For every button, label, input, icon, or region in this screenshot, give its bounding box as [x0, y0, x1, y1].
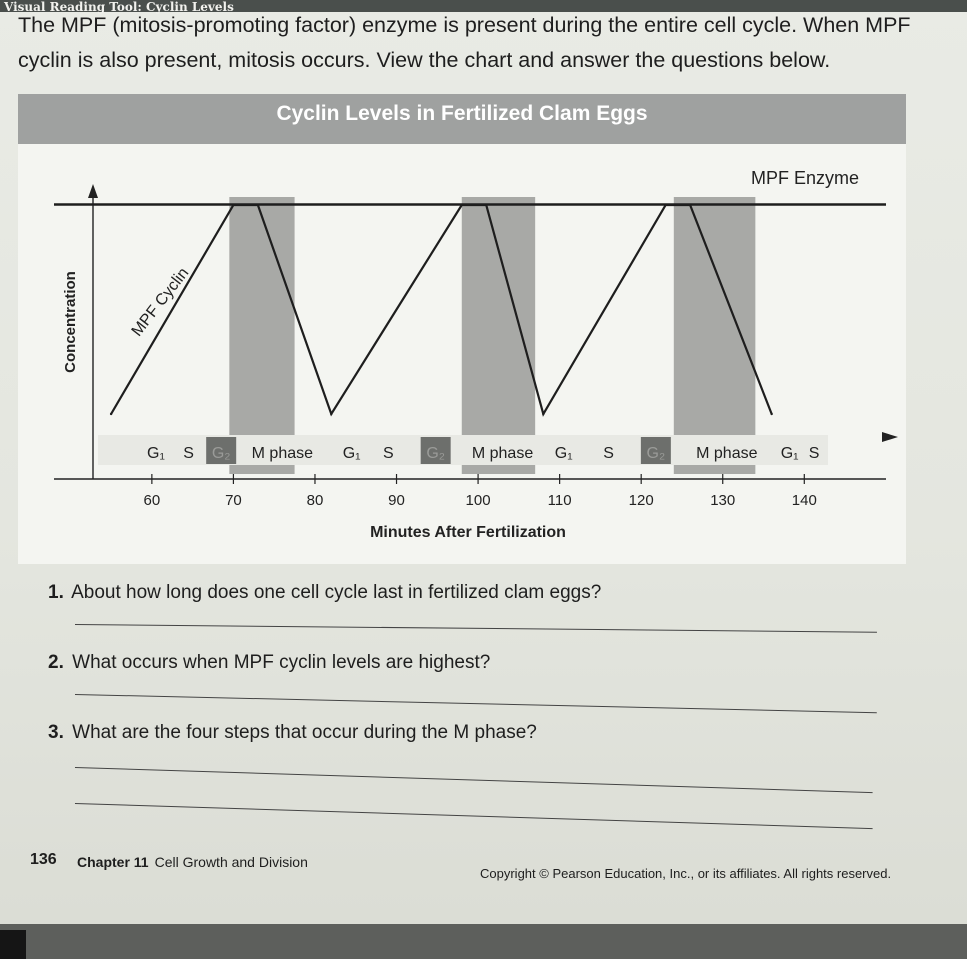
phase-label-1: G₁	[147, 445, 165, 462]
x-tick-label-100: 100	[465, 492, 491, 509]
x-tick-label-80: 80	[306, 492, 324, 509]
mpf-cyclin-point-1	[110, 413, 112, 415]
mpf-cyclin-point-10	[770, 413, 772, 415]
question-2	[48, 652, 490, 674]
x-axis-arrow-icon	[882, 432, 898, 442]
x-tick-label-140: 140	[791, 492, 817, 509]
chapter-reference	[77, 854, 308, 870]
chart-figure	[18, 94, 906, 564]
x-tick-label-60: 60	[143, 492, 161, 509]
phase-label-12: M phase	[696, 445, 758, 462]
answer-line-3b[interactable]	[75, 803, 873, 829]
phase-label-3: G₂	[211, 445, 231, 462]
chart-title: Cyclin Levels in Fertilized Clam Eggs	[276, 102, 648, 125]
question-2-number: 2.	[48, 652, 64, 673]
y-axis-arrow-icon	[88, 184, 98, 198]
phase-label-7: G₂	[426, 445, 445, 462]
m-phase-band-2	[462, 197, 535, 474]
phase-label-8: M phase	[471, 445, 534, 462]
phase-label-6: S	[383, 445, 394, 462]
page-number: 136	[30, 851, 57, 868]
x-tick-label-90: 90	[388, 492, 405, 509]
question-1-text: About how long does one cell cycle last in fertilized clam eggs?	[71, 582, 602, 603]
x-tick-label-120: 120	[628, 492, 654, 509]
answer-line-2[interactable]	[75, 694, 877, 713]
mpf-cyclin-point-4	[330, 413, 332, 415]
phase-label-10: S	[603, 445, 614, 462]
tool-title: Visual Reading Tool: Cyclin Levels	[4, 0, 234, 14]
phase-label-2: S	[183, 445, 194, 462]
phase-label-9: G₁	[554, 445, 573, 462]
question-1	[48, 582, 601, 604]
mpf-cyclin-point-6	[485, 204, 487, 206]
intro-line-1: The MPF (mitosis-promoting factor) enzyme is present during the entire cell cycle. When MPF	[18, 13, 911, 37]
copyright-notice: Copyright © Pearson Education, Inc., or its affiliates. All rights reserved.	[480, 866, 892, 881]
chapter-number: Chapter 11	[77, 854, 149, 870]
mpf-cyclin-line	[111, 205, 772, 414]
mpf-cyclin-point-7	[542, 413, 544, 415]
mpf-cyclin-point-8	[664, 204, 666, 206]
question-3	[48, 722, 537, 744]
background-edge	[0, 924, 967, 959]
mpf-enzyme-label: MPF Enzyme	[750, 168, 859, 188]
background-shadow	[0, 930, 26, 959]
x-tick-label-130: 130	[710, 492, 736, 509]
intro-text	[18, 8, 953, 78]
mpf-cyclin-point-5	[461, 204, 463, 206]
phase-label-13: G₁	[780, 445, 799, 462]
phase-label-4: M phase	[251, 445, 314, 462]
cyclin-chart	[18, 94, 906, 564]
question-3-text: What are the four steps that occur during the M phase?	[72, 722, 537, 743]
phase-label-11: G₂	[646, 445, 666, 462]
question-3-number: 3.	[48, 722, 64, 743]
mpf-cyclin-point-9	[689, 204, 691, 206]
mpf-cyclin-point-3	[257, 204, 259, 206]
x-axis-label: Minutes After Fertilization	[370, 524, 566, 541]
mpf-cyclin-point-2	[232, 204, 234, 206]
chapter-title: Cell Growth and Division	[154, 854, 308, 870]
phase-label-5: G₁	[342, 445, 361, 462]
mpf-cyclin-label: MPF Cyclin	[128, 264, 193, 340]
question-2-text: What occurs when MPF cyclin levels are highest?	[72, 652, 491, 673]
intro-line-2: cyclin is also present, mitosis occurs. View the chart and answer the questions below.	[18, 48, 831, 72]
m-phase-band-1	[229, 197, 294, 474]
m-phase-band-3	[674, 197, 756, 474]
x-tick-label-110: 110	[547, 492, 572, 509]
x-tick-label-70: 70	[225, 492, 242, 509]
y-axis-label: Concentration	[62, 271, 79, 373]
phase-label-14: S	[808, 445, 820, 462]
answer-line-3a[interactable]	[75, 767, 873, 793]
question-1-number: 1.	[48, 582, 64, 603]
answer-line-1[interactable]	[75, 624, 877, 633]
